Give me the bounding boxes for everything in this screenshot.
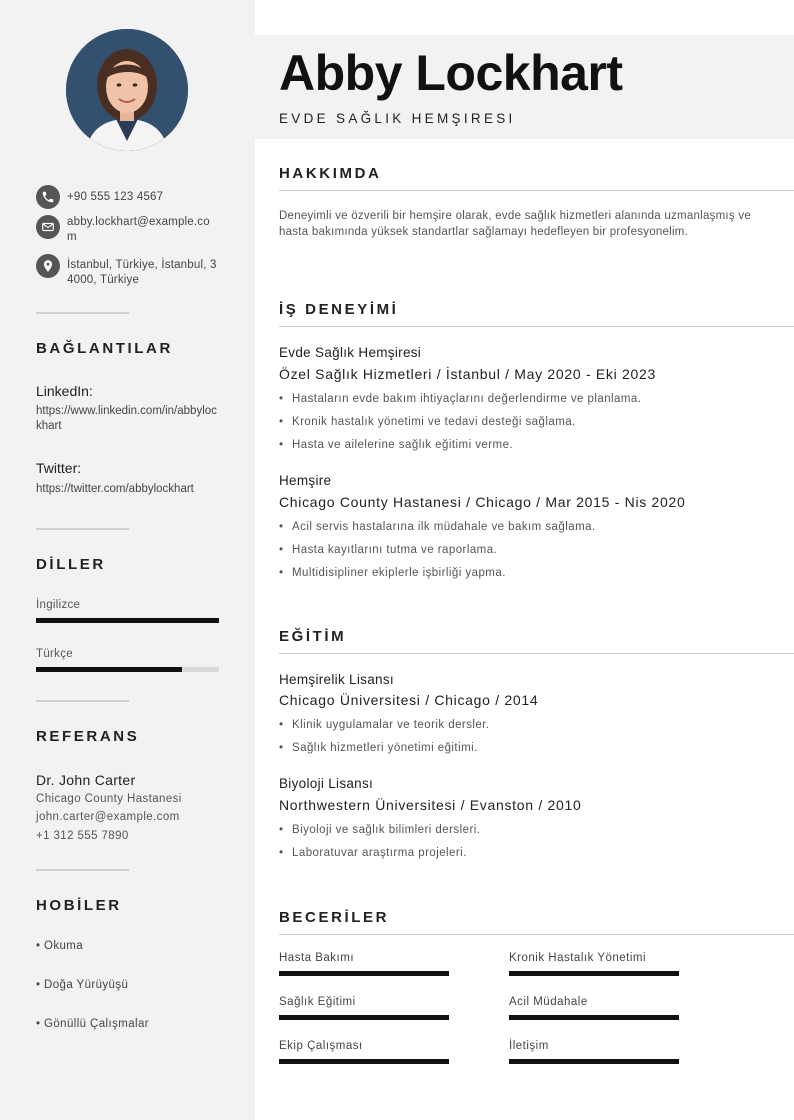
sidebar-divider bbox=[36, 312, 129, 314]
education-title: Hemşirelik Lisansı bbox=[279, 672, 394, 687]
language-label-english: İngilizce bbox=[36, 599, 81, 611]
twitter-link[interactable]: https://twitter.com/abbylockhart bbox=[36, 483, 194, 495]
contact-email-text: abby.lockhart@example.com bbox=[67, 216, 210, 243]
references-heading: REFERANS bbox=[36, 728, 140, 745]
experience-bullet: • Hasta ve ailelerine sağlık eğitimi verme. bbox=[279, 439, 513, 451]
education-subtitle: Northwestern Üniversitesi / Evanston / 2010 bbox=[279, 797, 582, 813]
experience-title: Hemşire bbox=[279, 473, 332, 488]
education-bullet: • Laboratuvar araştırma projeleri. bbox=[279, 847, 467, 859]
skill-label: Kronik Hastalık Yönetimi bbox=[509, 952, 647, 964]
hobby-item: • Okuma bbox=[36, 940, 84, 952]
education-bullet: • Biyoloji ve sağlık bilimleri dersleri. bbox=[279, 824, 480, 836]
education-subtitle: Chicago Üniversitesi / Chicago / 2014 bbox=[279, 692, 539, 708]
education-title: Biyoloji Lisansı bbox=[279, 776, 374, 791]
linkedin-link[interactable]: https://www.linkedin.com/in/abbylockhart bbox=[36, 405, 217, 432]
education-heading: EĞİTİM bbox=[279, 628, 347, 645]
experience-heading: İŞ DENEYİMİ bbox=[279, 301, 399, 318]
hobby-item: • Gönüllü Çalışmalar bbox=[36, 1018, 150, 1030]
person-name: Abby Lockhart bbox=[279, 45, 623, 101]
language-bar-english bbox=[36, 618, 219, 623]
skill-bar-fill bbox=[279, 1059, 449, 1064]
language-bar-fill bbox=[36, 618, 219, 623]
skill-bar-fill bbox=[509, 1015, 679, 1020]
hobbies-heading: HOBİLER bbox=[36, 897, 122, 914]
about-text: Deneyimli ve özverili bir hemşire olarak, evde sağlık hizmetleri alanında uzmanlaşmış ve hasta bakımında yüksek standartlar sağlamayı hedefleyen bir profesyonelim. bbox=[279, 210, 751, 238]
language-label-turkish: Türkçe bbox=[36, 648, 73, 660]
experience-bullet: • Hasta kayıtlarını tutma ve raporlama. bbox=[279, 544, 497, 556]
language-bar-fill bbox=[36, 667, 182, 672]
language-bar-turkish bbox=[36, 667, 219, 672]
linkedin-label: LinkedIn: bbox=[36, 383, 93, 399]
skill-bar bbox=[509, 1059, 679, 1064]
contact-address bbox=[36, 254, 217, 288]
reference-email: john.carter@example.com bbox=[36, 811, 180, 823]
reference-phone: +1 312 555 7890 bbox=[36, 830, 129, 842]
contact-phone bbox=[36, 185, 217, 209]
job-title: EVDE SAĞLIK HEMŞIRESI bbox=[279, 111, 516, 126]
location-icon bbox=[36, 254, 60, 278]
skill-label: Hasta Bakımı bbox=[279, 952, 355, 964]
skills-heading: BECERİLER bbox=[279, 909, 390, 926]
experience-title: Evde Sağlık Hemşiresi bbox=[279, 345, 422, 360]
section-rule bbox=[279, 326, 794, 327]
main-content bbox=[255, 0, 794, 1120]
portrait-image bbox=[66, 29, 188, 151]
skill-bar-fill bbox=[279, 1015, 449, 1020]
skill-bar bbox=[279, 1059, 449, 1064]
email-icon bbox=[36, 215, 60, 239]
experience-subtitle: Chicago County Hastanesi / Chicago / Mar 2015 - Nis 2020 bbox=[279, 494, 686, 510]
sidebar-divider bbox=[36, 700, 129, 702]
about-heading: HAKKIMDA bbox=[279, 165, 382, 182]
skill-bar-fill bbox=[509, 1059, 679, 1064]
experience-bullet: • Hastaların evde bakım ihtiyaçlarını değerlendirme ve planlama. bbox=[279, 393, 641, 405]
avatar bbox=[66, 29, 188, 151]
sidebar-divider bbox=[36, 869, 129, 871]
section-rule bbox=[279, 934, 794, 935]
contact-phone-text: +90 555 123 4567 bbox=[67, 191, 164, 203]
reference-company: Chicago County Hastanesi bbox=[36, 793, 182, 805]
reference-name: Dr. John Carter bbox=[36, 772, 136, 788]
skill-label: İletişim bbox=[509, 1040, 549, 1052]
skill-bar bbox=[279, 1015, 449, 1020]
hobby-item: • Doğa Yürüyüşü bbox=[36, 979, 129, 991]
skill-bar-fill bbox=[279, 971, 449, 976]
skill-label: Acil Müdahale bbox=[509, 996, 588, 1008]
skill-label: Sağlık Eğitimi bbox=[279, 996, 356, 1008]
sidebar bbox=[0, 0, 255, 1120]
skill-bar-fill bbox=[509, 971, 679, 976]
contact-email bbox=[36, 215, 217, 245]
experience-bullet: • Kronik hastalık yönetimi ve tedavi desteği sağlama. bbox=[279, 416, 576, 428]
skill-label: Ekip Çalışması bbox=[279, 1040, 363, 1052]
education-bullet: • Sağlık hizmetleri yönetimi eğitimi. bbox=[279, 742, 478, 754]
links-heading: BAĞLANTILAR bbox=[36, 340, 173, 357]
education-bullet: • Klinik uygulamalar ve teorik dersler. bbox=[279, 719, 490, 731]
experience-bullet: • Acil servis hastalarına ilk müdahale ve bakım sağlama. bbox=[279, 521, 596, 533]
twitter-label: Twitter: bbox=[36, 460, 82, 476]
skill-bar bbox=[279, 971, 449, 976]
experience-subtitle: Özel Sağlık Hizmetleri / İstanbul / May 2020 - Eki 2023 bbox=[279, 366, 656, 382]
experience-bullet: • Multidisipliner ekiplerle işbirliği yapma. bbox=[279, 567, 506, 579]
phone-icon bbox=[36, 185, 60, 209]
sidebar-divider bbox=[36, 528, 129, 530]
contact-address-text: İstanbul, Türkiye, İstanbul, 34000, Türkiye bbox=[67, 259, 217, 286]
skill-bar bbox=[509, 1015, 679, 1020]
section-rule bbox=[279, 653, 794, 654]
languages-heading: DİLLER bbox=[36, 556, 106, 573]
section-rule bbox=[279, 190, 794, 191]
skill-bar bbox=[509, 971, 679, 976]
